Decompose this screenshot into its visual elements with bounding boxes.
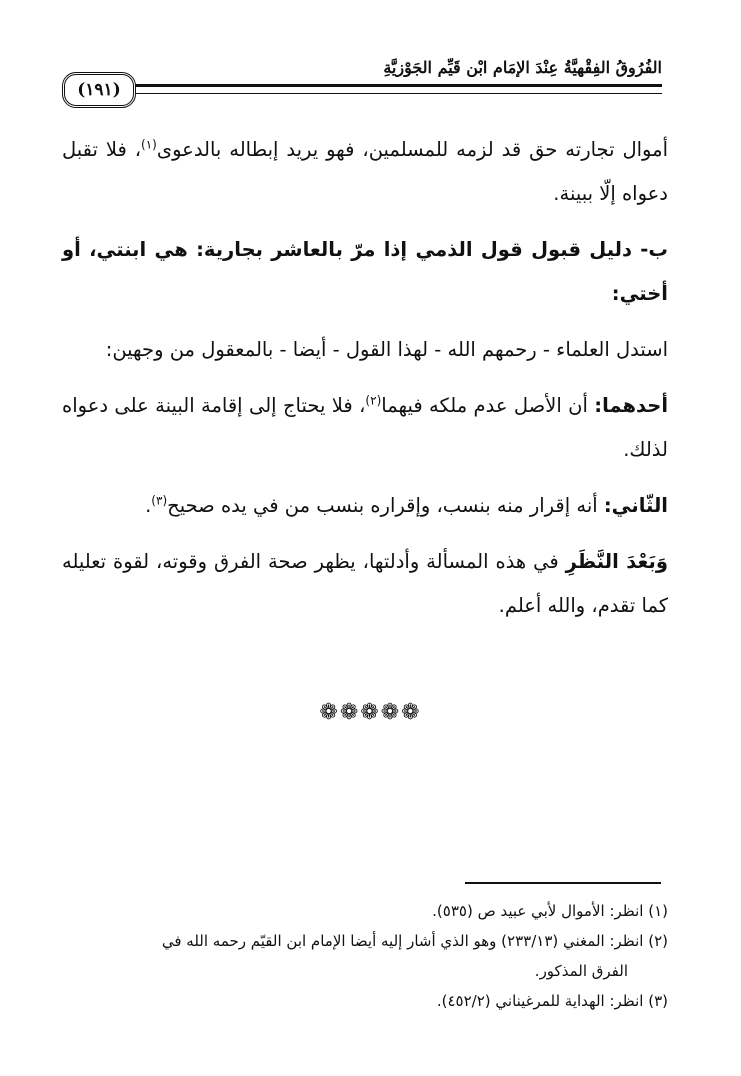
paragraph-1-end: ، فلا تقبل دعواه إلّا ببينة.	[62, 138, 668, 205]
paragraph-5-label: الثّاني:	[603, 494, 668, 517]
footnote-2-text: انظر: المغني (٢٣٣/١٣) وهو الذي أشار إليه أيضا الإمام ابن القيّم رحمه الله في	[161, 932, 644, 950]
paragraph-5-text: أنه إقرار منه بنسب، وإقراره بنسب من في يده صحيح	[167, 494, 604, 517]
footnote-2-number: (٢)	[648, 932, 668, 950]
section-heading-b: ب- دليل قبول قول الذمي إذا مرّ بالعاشر بجارية: هي ابنتي، أو أختي:	[62, 238, 668, 305]
footnotes	[62, 896, 668, 1016]
paragraph-4-text: أن الأصل عدم ملكه فيهما	[381, 394, 595, 417]
page-header	[62, 50, 662, 106]
paragraph-5	[62, 484, 668, 528]
page-number: (١٩١)	[62, 72, 136, 108]
paragraph-5-end: .	[145, 494, 152, 517]
main-text	[62, 128, 668, 640]
footnote-2	[62, 926, 668, 956]
paragraph-4	[62, 384, 668, 472]
footnote-1-number: (١)	[648, 902, 668, 920]
running-title: الفُرُوقُ الفِقْهِيَّةُ عِنْدَ الإِمَامِ ابْنِ قَيِّمِ الجَوْزِيَّةِ	[383, 58, 662, 77]
footnote-3-text: انظر: الهداية للمرغيناني (٤٥٢/٢).	[436, 992, 644, 1010]
paragraph-1	[62, 128, 668, 216]
section-ornament: ❁❁❁❁❁	[319, 700, 422, 725]
footnote-separator	[465, 882, 661, 884]
footnote-1	[62, 896, 668, 926]
footnote-3-number: (٣)	[648, 992, 668, 1010]
paragraph-4-end: ، فلا يحتاج إلى إقامة البينة على دعواه لذلك.	[62, 394, 668, 461]
footnote-ref-1[interactable]: (١)	[141, 137, 157, 152]
paragraph-6-text: في هذه المسألة وأدلتها، يظهر صحة الفرق وقوته، لقوة تعليله كما تقدم، والله أعلم.	[62, 550, 668, 617]
paragraph-6	[62, 540, 668, 628]
footnote-1-text: انظر: الأموال لأبي عبيد ص (٥٣٥).	[432, 902, 644, 920]
paragraph-6-label: وَبَعْدَ النَّظَرِ	[565, 550, 668, 573]
paragraph-3: استدل العلماء - رحمهم الله - لهذا القول - أيضا - بالمعقول من وجهين:	[105, 338, 668, 361]
footnote-ref-2[interactable]: (٢)	[365, 393, 382, 408]
footnote-2-continuation: الفرق المذكور.	[534, 962, 628, 980]
paragraph-4-label: أحدهما:	[594, 394, 668, 417]
header-rule	[124, 84, 662, 94]
footnote-3	[62, 986, 668, 1016]
footnote-ref-3[interactable]: (٣)	[151, 493, 168, 508]
paragraph-1-text: أموال تجارته حق قد لزمه للمسلمين، فهو يريد إبطاله بالدعوى	[156, 138, 668, 161]
